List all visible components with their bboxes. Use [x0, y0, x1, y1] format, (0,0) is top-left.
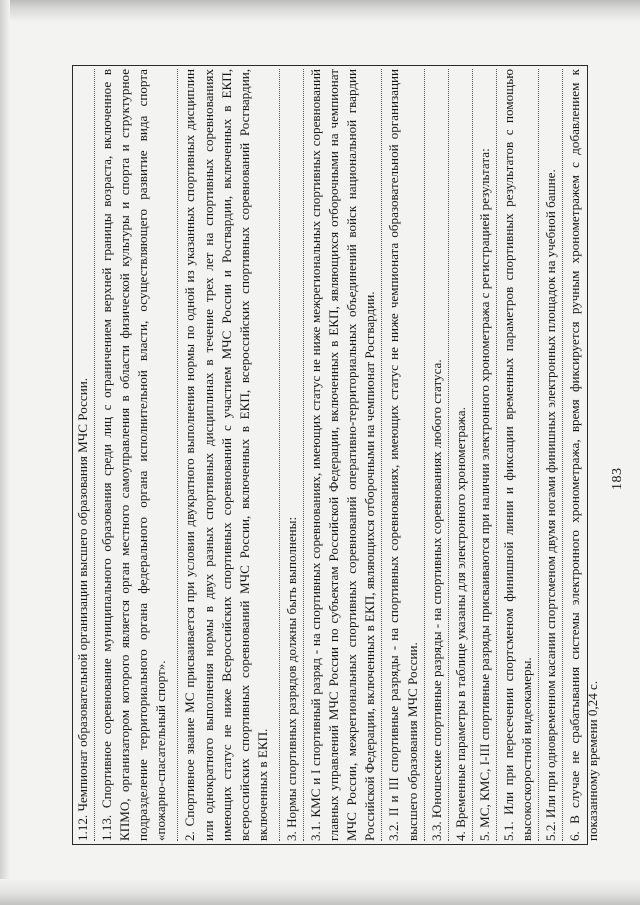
notes-table-cell: [72, 65, 601, 845]
scan-edge-bottom: [0, 879, 640, 905]
table-top-rule: [72, 66, 73, 844]
note-1-13: 1.13. Спортивное соревнование муниципального образования среди лиц с ограничением верхней границы возраста, включенное в КПМО, организатором которого является орган местного самоуправления в области физической культуры и спорта и структурное подразделение территориального органа федерального органа исполнительной власти, осуществляющего развитие вида спорта «пожарно-спасательный спорт».: [99, 69, 169, 841]
note-5-1: 5.1. Или при пересечении спортсменом финишной линии и фиксации временных параметров спортивных результатов с помощью высокоскоростной видеокамеры.: [500, 69, 534, 841]
scan-edge-left: [0, 0, 10, 905]
page-number: 183: [610, 467, 625, 490]
note-3-3: 3.3. Юношеские спортивные разряды - на спортивных соревнованиях любого статуса.: [428, 359, 444, 841]
note-5: 5. МС, КМС, I-III спортивные разряды присваиваются при наличии электронного хронометража с регистрацией результата:: [476, 148, 492, 841]
dotted-separator: [448, 69, 449, 841]
table-bottom-rule: [587, 66, 588, 844]
note-3-2: 3.2. II и III спортивные разряды - на спортивных соревнованиях, имеющих статус не ниже чемпионата образовательной организации высшего образования МЧС России.: [386, 69, 420, 841]
dotted-separator: [177, 69, 178, 841]
dotted-separator: [303, 69, 304, 841]
note-3-1: 3.1. КМС и I спортивный разряд - на спортивных соревнованиях, имеющих статус не ниже межрегиональных спортивных соревнований главных управлений МЧС России по субъектам Российской Федерации, включенных в ЕКП, являющихся отборочными на чемпионат МЧС России, межрегиональных спортивных соревнований оперативно-территориальных объединений войск национальной гвардии Российской Федерации, включенных в ЕКП, являющихся отборочными на чемпионат Росгвардии.: [308, 69, 378, 841]
note-5-2: 5.2. Или при одновременном касании спортсменом двумя ногами финишных электронных площадок на учебной башне.: [543, 169, 559, 841]
dotted-separator: [424, 69, 425, 841]
note-1-12: 1.12. Чемпионат образовательной организации высшего образования МЧС России.: [75, 377, 90, 841]
dotted-separator: [538, 69, 539, 841]
note-2: 2. Спортивное звание МС присваивается при условии двукратного выполнения нормы по одной из указанных спортивных дисциплин или однократного выполнения нормы в двух разных спортивных дисциплинах в течение трех лет на спортивных соревнованиях имеющих статус не ниже Всероссийских спортивных соревнований с участием МЧС России и Росгвардии, включенных в ЕКП, всероссийских спортивных соревнований МЧС России, включенных в ЕКП, всероссийских спортивных соревнований Росгвардии, включенных в ЕКП.: [182, 69, 270, 841]
note-3: 3. Нормы спортивных разрядов должны быть выполнены:: [283, 516, 299, 841]
note-6: 6. В случае не срабатывания системы электронного хронометража, время фиксируется ручным хронометражем с добавлением к показанному времени 0,24 с.: [567, 69, 601, 841]
dotted-separator: [562, 69, 563, 841]
dotted-separator: [279, 69, 280, 841]
dotted-separator: [381, 69, 382, 841]
note-4: 4. Временные параметры в таблице указаны для электронного хронометража.: [452, 407, 468, 841]
rotated-page: [72, 65, 625, 845]
dotted-separator: [94, 69, 95, 841]
dotted-separator: [496, 69, 497, 841]
scan-edge-top: [0, 0, 640, 22]
dotted-separator: [472, 69, 473, 841]
